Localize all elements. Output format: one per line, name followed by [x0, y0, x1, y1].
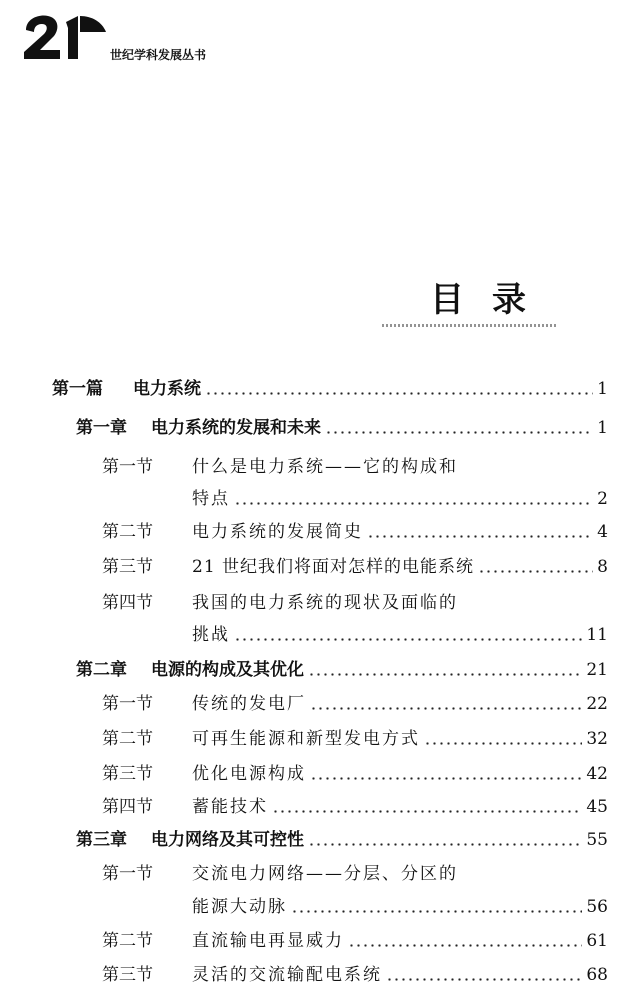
- toc-section-3-1[interactable]: [102, 857, 608, 885]
- leader-dots: [234, 502, 593, 505]
- toc-text: 21 世纪我们将面对怎样的电能系统: [192, 557, 475, 577]
- toc-text: 电力系统的发展和未来: [151, 418, 321, 438]
- toc-label: 第二章: [76, 660, 127, 680]
- leader-dots: [308, 673, 582, 676]
- leader-dots: [234, 638, 582, 641]
- toc-section-1-1[interactable]: [102, 450, 608, 478]
- toc-label: 第一节: [102, 457, 153, 477]
- toc-page: 8: [597, 557, 608, 577]
- toc-page: 42: [586, 764, 608, 784]
- toc-section-2-4[interactable]: [102, 790, 608, 818]
- leader-dots: [424, 742, 582, 745]
- toc-text: 传统的发电厂: [192, 694, 306, 714]
- leader-dots: [367, 535, 593, 538]
- toc-label: 第二节: [102, 931, 153, 951]
- toc-label: 第二节: [102, 522, 153, 542]
- toc-page: 56: [586, 897, 608, 917]
- series-name: 世纪学科发展丛书: [110, 48, 207, 62]
- leader-dots: [308, 843, 582, 846]
- leader-dots: [272, 810, 582, 813]
- toc-section-3-3[interactable]: [102, 958, 608, 986]
- toc-section-3-1-cont[interactable]: [192, 890, 608, 918]
- toc-label: 第四节: [102, 593, 153, 613]
- toc-section-1-3[interactable]: [102, 550, 608, 578]
- toc-chapter-3[interactable]: [76, 823, 608, 851]
- toc-page: 2: [597, 489, 608, 509]
- toc-text: 可再生能源和新型发电方式: [192, 729, 420, 749]
- toc-chapter-1[interactable]: [76, 411, 608, 439]
- leader-dots: [310, 777, 582, 780]
- toc-label: 第三节: [102, 764, 153, 784]
- toc-page: 32: [586, 729, 608, 749]
- toc-label: 第一篇: [52, 379, 103, 399]
- toc-label: 第三节: [102, 965, 153, 985]
- toc-section-2-2[interactable]: [102, 722, 608, 750]
- leader-dots: [478, 570, 593, 573]
- toc-page: 1: [597, 379, 608, 399]
- toc-section-1-1-cont[interactable]: [192, 482, 608, 510]
- toc-text: 能源大动脉: [192, 897, 287, 917]
- toc-label: 第四节: [102, 797, 153, 817]
- toc-page: 22: [586, 694, 608, 714]
- toc-page: 55: [586, 830, 608, 850]
- toc-text: 交流电力网络——分层、分区的: [192, 864, 458, 884]
- toc-page: 11: [586, 625, 608, 645]
- toc-label: 第三章: [76, 830, 127, 850]
- toc-section-2-1[interactable]: [102, 687, 608, 715]
- toc-text: 挑战: [192, 625, 230, 645]
- toc-text: 我国的电力系统的现状及面临的: [192, 593, 458, 613]
- leader-dots: [205, 392, 593, 395]
- leader-dots: [325, 431, 593, 434]
- leader-dots: [348, 944, 582, 947]
- toc-section-1-2[interactable]: [102, 515, 608, 543]
- toc-label: 第一节: [102, 694, 153, 714]
- leader-dots: [291, 910, 582, 913]
- toc-page: 61: [586, 931, 608, 951]
- toc-page: 21: [586, 660, 608, 680]
- toc-text: 灵活的交流输配电系统: [192, 965, 382, 985]
- toc-page: 4: [597, 522, 608, 542]
- toc-label: 第三节: [102, 557, 153, 577]
- toc-page: 45: [586, 797, 608, 817]
- toc-text: 特点: [192, 489, 230, 509]
- toc-text: 电力网络及其可控性: [151, 830, 304, 850]
- leader-dots: [386, 978, 582, 981]
- leader-dots: [310, 707, 582, 710]
- toc-text: 优化电源构成: [192, 764, 306, 784]
- toc-section-3-2[interactable]: [102, 924, 608, 952]
- toc-text: 电力系统: [133, 379, 201, 399]
- toc-text: 电源的构成及其优化: [151, 660, 304, 680]
- toc-part-1[interactable]: [52, 372, 608, 400]
- toc-chapter-2[interactable]: [76, 653, 608, 681]
- toc-text: 什么是电力系统——它的构成和: [192, 457, 458, 477]
- toc-page: 1: [597, 418, 608, 438]
- toc-section-2-3[interactable]: [102, 757, 608, 785]
- toc-label: 第一节: [102, 864, 153, 884]
- toc-text: 蓄能技术: [192, 797, 268, 817]
- toc-section-1-4-cont[interactable]: [192, 618, 608, 646]
- toc-page: 68: [586, 965, 608, 985]
- page-title: 目录: [430, 280, 554, 320]
- toc-text: 直流输电再显威力: [192, 931, 344, 951]
- toc-label: 第二节: [102, 729, 153, 749]
- toc-label: 第一章: [76, 418, 127, 438]
- toc-text: 电力系统的发展简史: [192, 522, 363, 542]
- toc-section-1-4[interactable]: [102, 586, 608, 614]
